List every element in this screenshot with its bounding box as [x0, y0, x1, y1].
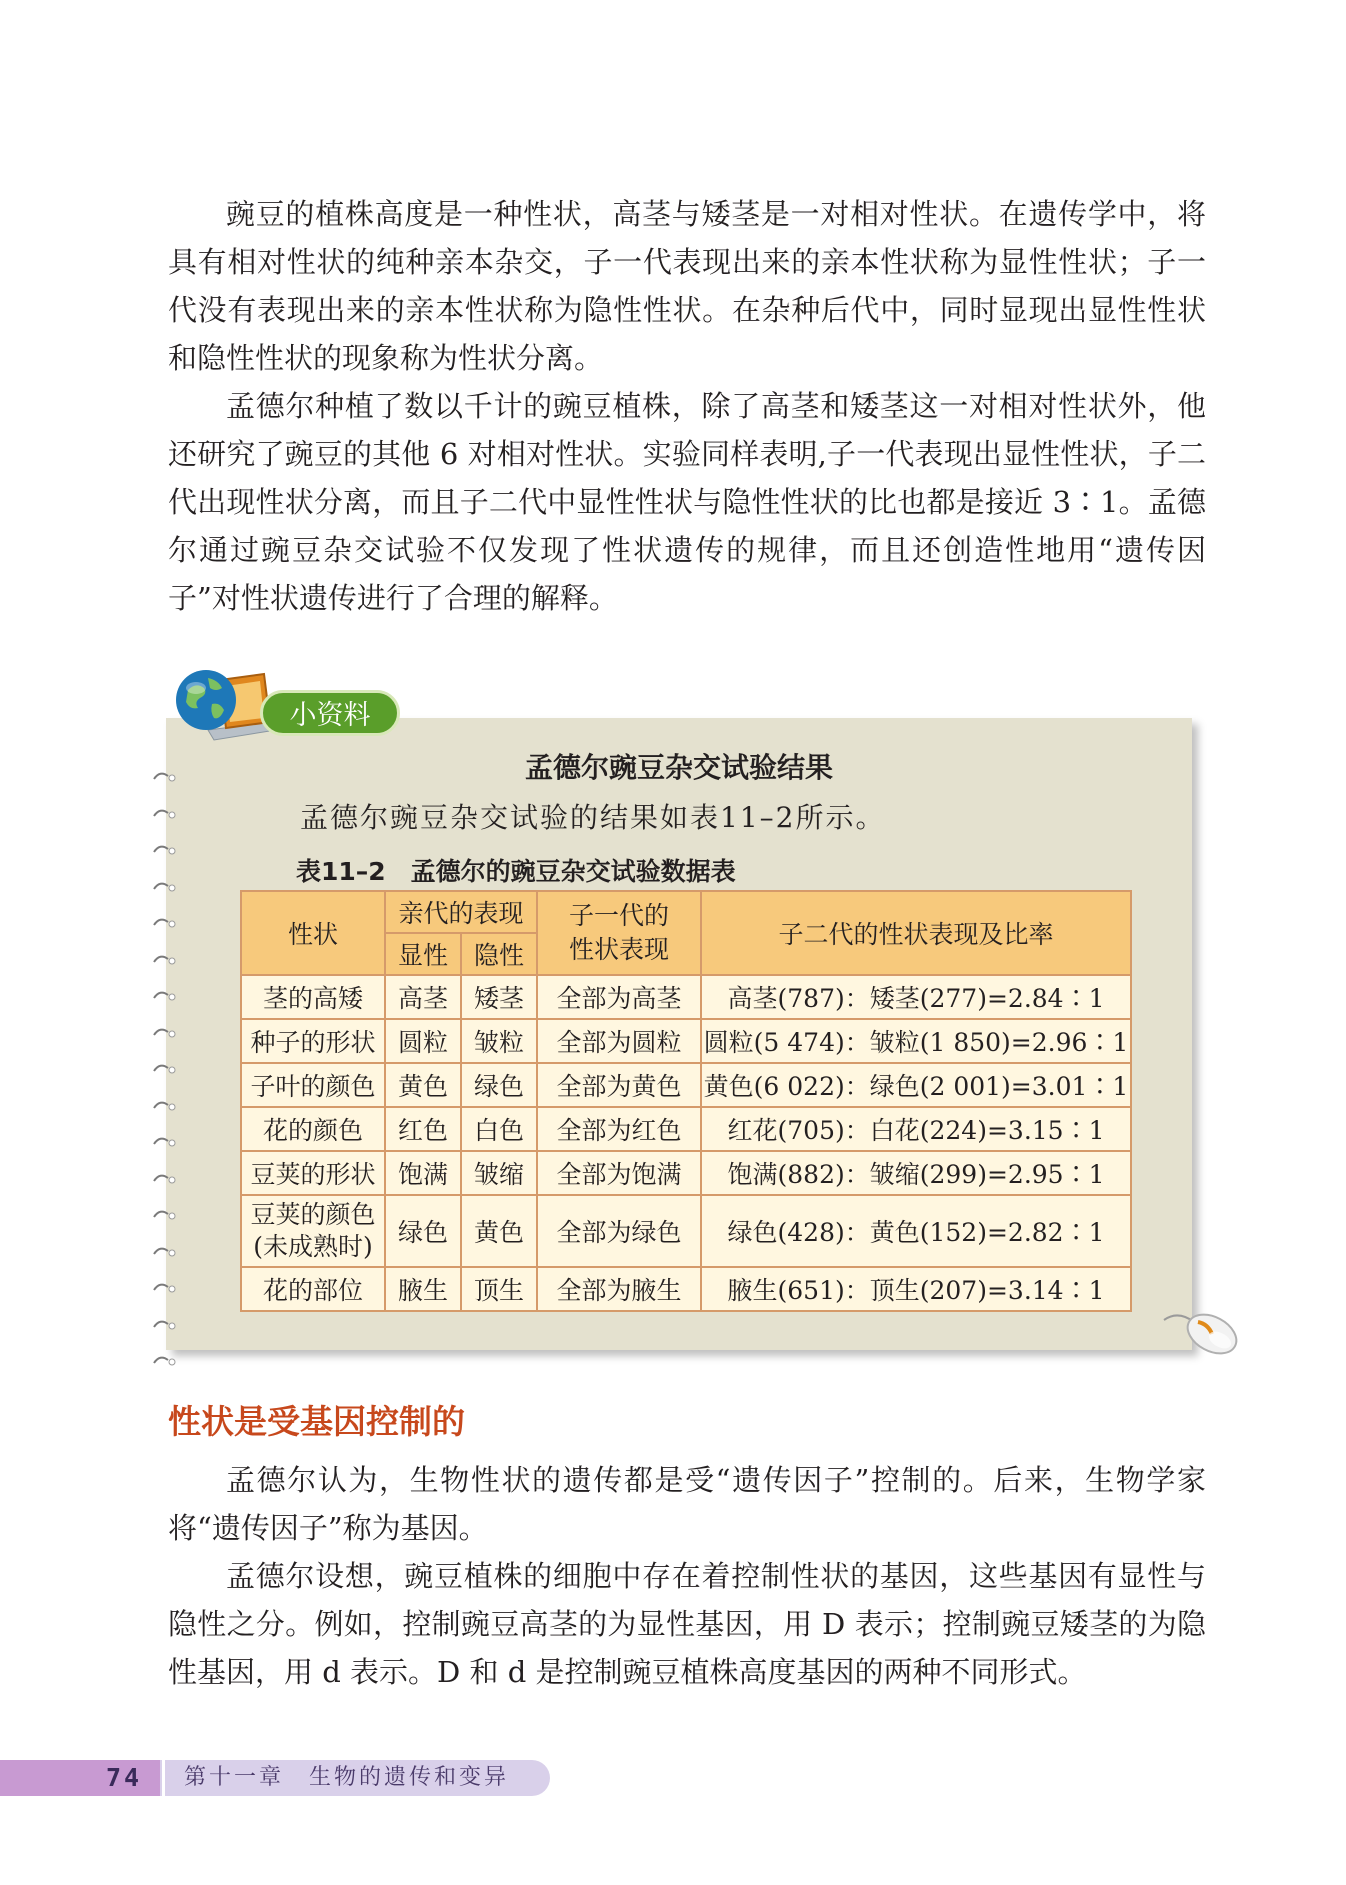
spiral-binding-ring-icon [152, 953, 182, 967]
cell-recessive: 白色 [461, 1107, 537, 1151]
cell-dominant: 腋生 [385, 1267, 461, 1311]
data-table [240, 890, 1132, 1312]
cell-trait: 子叶的颜色 [241, 1063, 385, 1107]
cell-trait: 花的颜色 [241, 1107, 385, 1151]
cell-recessive: 皱粒 [461, 1019, 537, 1063]
cell-recessive: 矮茎 [461, 975, 537, 1019]
cell-trait: 种子的形状 [241, 1019, 385, 1063]
spiral-binding-ring-icon [152, 1318, 182, 1332]
cell-trait: 豆荚的颜色 (未成熟时) [241, 1195, 385, 1267]
cell-f2: 绿色(428)：黄色(152)=2.82∶1 [701, 1195, 1131, 1267]
header-trait: 性状 [241, 891, 385, 975]
info-badge: 小资料 [260, 690, 400, 736]
table-row [241, 1151, 1131, 1195]
spiral-binding-ring-icon [152, 843, 182, 857]
page-number: 74 [106, 1763, 143, 1792]
spiral-binding-ring-icon [152, 1281, 182, 1295]
cell-f1: 全部为红色 [537, 1107, 701, 1151]
cell-trait: 茎的高矮 [241, 975, 385, 1019]
cell-dominant: 绿色 [385, 1195, 461, 1267]
spiral-binding-ring-icon [152, 916, 182, 930]
table-row [241, 1019, 1131, 1063]
header-recessive: 隐性 [461, 933, 537, 975]
header-dominant: 显性 [385, 933, 461, 975]
spiral-binding-ring-icon [152, 1135, 182, 1149]
table-caption: 表11–2 孟德尔的豌豆杂交试验数据表 [296, 857, 736, 886]
cell-f2: 圆粒(5 474)：皱粒(1 850)=2.96∶1 [701, 1019, 1131, 1063]
header-parent: 亲代的表现 [385, 891, 537, 933]
spiral-binding-ring-icon [152, 1026, 182, 1040]
cell-f2: 高茎(787)：矮茎(277)=2.84∶1 [701, 975, 1131, 1019]
cell-recessive: 绿色 [461, 1063, 537, 1107]
spiral-binding-ring-icon [152, 880, 182, 894]
cell-dominant: 饱满 [385, 1151, 461, 1195]
cell-trait: 豆荚的形状 [241, 1151, 385, 1195]
cell-dominant: 高茎 [385, 975, 461, 1019]
table-row [241, 975, 1131, 1019]
cell-f1: 全部为绿色 [537, 1195, 701, 1267]
paragraph-1: 豌豆的植株高度是一种性状，高茎与矮茎是一对相对性状。在遗传学中，将具有相对性状的纯种亲本杂交，子一代表现出来的亲本性状称为显性性状；子一代没有表现出来的亲本性状称为隐性性状。在杂种后代中，同时显现出显性性状和隐性性状的现象称为性状分离。 [168, 197, 1206, 375]
paragraph-4: 孟德尔设想，豌豆植株的细胞中存在着控制性状的基因，这些基因有显性与隐性之分。例如，控制豌豆高茎的为显性基因，用 D 表示；控制豌豆矮茎的为隐性基因，用 d 表示。D 和 d 是控制豌豆植株高度基因的两种不同形式。 [168, 1559, 1206, 1689]
cell-f2: 黄色(6 022)：绿色(2 001)=3.01∶1 [701, 1063, 1131, 1107]
cell-recessive: 顶生 [461, 1267, 537, 1311]
info-box-intro: 孟德尔豌豆杂交试验的结果如表11–2所示。 [300, 801, 886, 834]
cell-f1: 全部为圆粒 [537, 1019, 701, 1063]
spiral-binding-ring-icon [152, 1245, 182, 1259]
info-box-title: 孟德尔豌豆杂交试验结果 [524, 751, 833, 784]
cell-f2: 饱满(882)：皱缩(299)=2.95∶1 [701, 1151, 1131, 1195]
cell-dominant: 红色 [385, 1107, 461, 1151]
footer-separator [162, 1760, 165, 1796]
paragraph-2: 孟德尔种植了数以千计的豌豆植株，除了高茎和矮茎这一对相对性状外，他还研究了豌豆的其他 6 对相对性状。实验同样表明,子一代表现出显性性状，子二代出现性状分离，而且子二代中显性性状与隐性性状的比也都是接近 3∶1。孟德尔通过豌豆杂交试验不仅发现了性状遗传的规律，而且还创造性地用“遗传因子”对性状遗传进行了合理的解释。 [168, 389, 1206, 615]
spiral-binding-ring-icon [152, 1099, 182, 1113]
spiral-binding-ring-icon [152, 807, 182, 821]
spiral-binding-ring-icon [152, 1208, 182, 1222]
cell-f1: 全部为黄色 [537, 1063, 701, 1107]
cell-recessive: 黄色 [461, 1195, 537, 1267]
cell-dominant: 圆粒 [385, 1019, 461, 1063]
section-title: 性状是受基因控制的 [168, 1402, 465, 1441]
cell-f2: 红花(705)：白花(224)=3.15∶1 [701, 1107, 1131, 1151]
spiral-binding-ring-icon [152, 1062, 182, 1076]
cell-f1: 全部为高茎 [537, 975, 701, 1019]
cell-trait: 花的部位 [241, 1267, 385, 1311]
paragraph-3: 孟德尔认为，生物性状的遗传都是受“遗传因子”控制的。后来，生物学家将“遗传因子”称为基因。 [168, 1463, 1206, 1545]
cell-f1: 全部为饱满 [537, 1151, 701, 1195]
table-row [241, 1063, 1131, 1107]
cell-dominant: 黄色 [385, 1063, 461, 1107]
cell-f1: 全部为腋生 [537, 1267, 701, 1311]
table-row [241, 1267, 1131, 1311]
spiral-binding-ring-icon [152, 1354, 182, 1368]
table-row [241, 1195, 1131, 1267]
table-row [241, 1107, 1131, 1151]
chapter-title: 第十一章 生物的遗传和变异 [184, 1765, 510, 1790]
header-f1: 子一代的 性状表现 [537, 891, 701, 975]
header-f2: 子二代的性状表现及比率 [701, 891, 1131, 975]
spiral-binding-ring-icon [152, 1172, 182, 1186]
cell-recessive: 皱缩 [461, 1151, 537, 1195]
computer-mouse-icon [1162, 1306, 1242, 1356]
spiral-binding-ring-icon [152, 989, 182, 1003]
cell-f2: 腋生(651)：顶生(207)=3.14∶1 [701, 1267, 1131, 1311]
